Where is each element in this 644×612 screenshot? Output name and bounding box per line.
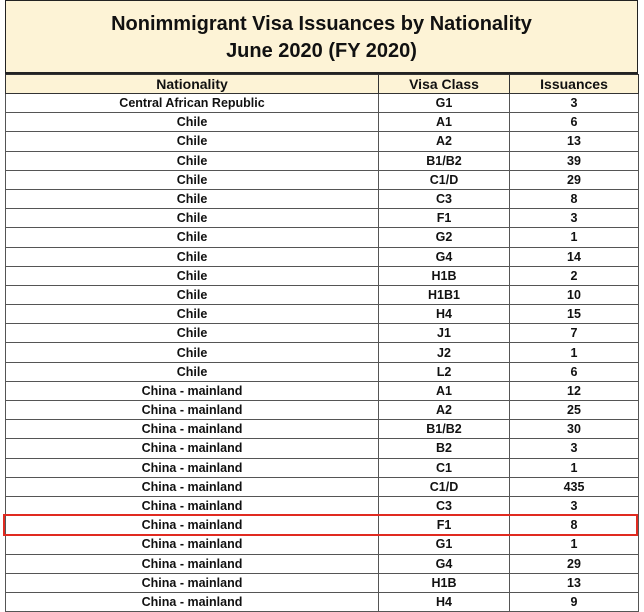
table-row [6,535,639,554]
cell-visa-class: G1 [379,535,510,554]
table-row [6,516,639,535]
table-row [6,247,639,266]
cell-nationality: Chile [6,151,379,170]
document-page [5,0,638,612]
column-header-visa-class: Visa Class [379,75,510,94]
cell-nationality: Chile [6,189,379,208]
cell-nationality: Chile [6,228,379,247]
cell-nationality: China - mainland [6,420,379,439]
issuances-table [5,74,639,612]
cell-issuances: 30 [510,420,639,439]
cell-visa-class: G4 [379,554,510,573]
table-row [6,305,639,324]
table-row [6,554,639,573]
cell-nationality: Chile [6,285,379,304]
table-row [6,573,639,592]
cell-visa-class: A2 [379,132,510,151]
table-row [6,132,639,151]
cell-issuances: 6 [510,362,639,381]
cell-nationality: Chile [6,362,379,381]
table-row [6,94,639,113]
table-row [6,496,639,515]
cell-nationality: Chile [6,324,379,343]
cell-nationality: Central African Republic [6,94,379,113]
cell-nationality: China - mainland [6,401,379,420]
table-body [6,94,639,612]
table-row [6,209,639,228]
table-row [6,189,639,208]
cell-visa-class: H1B1 [379,285,510,304]
table-row [6,228,639,247]
cell-visa-class: A2 [379,401,510,420]
cell-visa-class: A1 [379,381,510,400]
cell-visa-class: J2 [379,343,510,362]
cell-nationality: Chile [6,305,379,324]
cell-visa-class: G2 [379,228,510,247]
cell-nationality: China - mainland [6,516,379,535]
cell-nationality: China - mainland [6,477,379,496]
cell-issuances: 3 [510,209,639,228]
cell-nationality: Chile [6,343,379,362]
cell-visa-class: G4 [379,247,510,266]
cell-issuances: 25 [510,401,639,420]
table-row [6,420,639,439]
cell-issuances: 3 [510,496,639,515]
cell-visa-class: F1 [379,209,510,228]
cell-visa-class: H4 [379,592,510,611]
cell-visa-class: A1 [379,113,510,132]
title-line-2: June 2020 (FY 2020) [226,40,417,62]
cell-visa-class: C1 [379,458,510,477]
cell-issuances: 8 [510,516,639,535]
table-row [6,362,639,381]
cell-nationality: Chile [6,247,379,266]
column-header-nationality: Nationality [6,75,379,94]
cell-issuances: 14 [510,247,639,266]
cell-issuances: 29 [510,554,639,573]
cell-issuances: 1 [510,228,639,247]
cell-issuances: 3 [510,439,639,458]
cell-nationality: Chile [6,170,379,189]
cell-visa-class: L2 [379,362,510,381]
table-row [6,401,639,420]
cell-issuances: 8 [510,189,639,208]
cell-visa-class: B2 [379,439,510,458]
cell-visa-class: F1 [379,516,510,535]
cell-nationality: China - mainland [6,458,379,477]
cell-nationality: China - mainland [6,496,379,515]
cell-issuances: 1 [510,535,639,554]
cell-nationality: Chile [6,209,379,228]
cell-nationality: Chile [6,113,379,132]
cell-issuances: 39 [510,151,639,170]
cell-issuances: 29 [510,170,639,189]
cell-visa-class: J1 [379,324,510,343]
cell-issuances: 10 [510,285,639,304]
report-title [5,0,638,74]
cell-issuances: 12 [510,381,639,400]
cell-issuances: 13 [510,573,639,592]
cell-nationality: China - mainland [6,535,379,554]
cell-nationality: China - mainland [6,573,379,592]
table-row [6,113,639,132]
cell-issuances: 3 [510,94,639,113]
cell-issuances: 13 [510,132,639,151]
table-row [6,170,639,189]
cell-visa-class: C1/D [379,477,510,496]
cell-nationality: China - mainland [6,439,379,458]
table-row [6,381,639,400]
table-row [6,458,639,477]
cell-visa-class: C3 [379,189,510,208]
cell-issuances: 1 [510,343,639,362]
table-row [6,477,639,496]
cell-nationality: China - mainland [6,592,379,611]
cell-visa-class: B1/B2 [379,420,510,439]
cell-visa-class: G1 [379,94,510,113]
cell-visa-class: B1/B2 [379,151,510,170]
cell-nationality: Chile [6,132,379,151]
table-header-row [6,75,639,94]
table-row [6,266,639,285]
cell-visa-class: C3 [379,496,510,515]
cell-visa-class: H4 [379,305,510,324]
cell-visa-class: H1B [379,266,510,285]
table-row [6,343,639,362]
cell-issuances: 1 [510,458,639,477]
table-row [6,285,639,304]
cell-issuances: 2 [510,266,639,285]
table-row [6,151,639,170]
cell-issuances: 9 [510,592,639,611]
cell-issuances: 435 [510,477,639,496]
cell-issuances: 7 [510,324,639,343]
table-row [6,439,639,458]
cell-visa-class: H1B [379,573,510,592]
cell-nationality: China - mainland [6,381,379,400]
cell-nationality: China - mainland [6,554,379,573]
cell-issuances: 15 [510,305,639,324]
column-header-issuances: Issuances [510,75,639,94]
table-row [6,324,639,343]
title-line-1: Nonimmigrant Visa Issuances by Nationality [111,13,532,35]
cell-nationality: Chile [6,266,379,285]
cell-issuances: 6 [510,113,639,132]
cell-visa-class: C1/D [379,170,510,189]
